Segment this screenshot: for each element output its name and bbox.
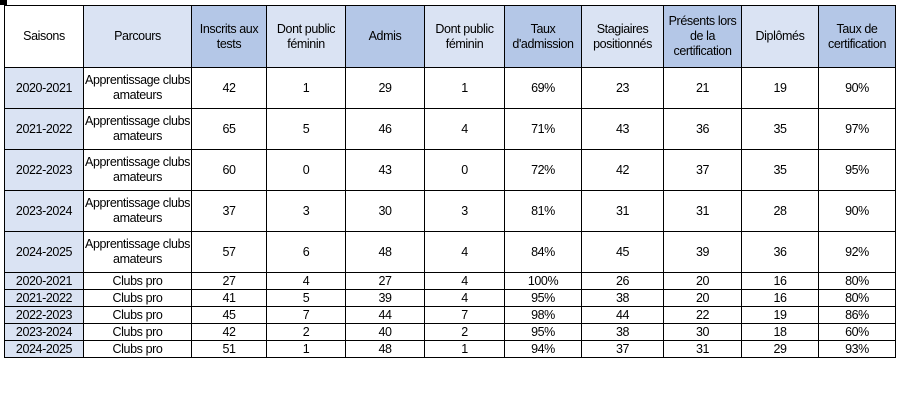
cell-diplomes: 36 <box>742 232 819 273</box>
cell-stagiaires: 23 <box>582 68 664 109</box>
col-header-inscrits-feminin: Dont public féminin <box>267 6 346 68</box>
cell-parcours: Apprentissage clubs amateurs <box>84 68 192 109</box>
cell-taux-certification: 97% <box>819 109 896 150</box>
cell-taux-certification: 93% <box>819 341 896 358</box>
header-row <box>5 6 896 68</box>
table-row <box>5 68 896 109</box>
cell-admis: 27 <box>346 273 425 290</box>
table-row <box>5 307 896 324</box>
cell-inscrits: 37 <box>192 191 267 232</box>
cell-diplomes: 35 <box>742 150 819 191</box>
cell-taux-admission: 95% <box>505 290 582 307</box>
cell-inscrits-fem: 5 <box>267 290 346 307</box>
cell-diplomes: 28 <box>742 191 819 232</box>
cell-admis: 43 <box>346 150 425 191</box>
cell-diplomes: 18 <box>742 324 819 341</box>
cell-diplomes: 19 <box>742 68 819 109</box>
cell-inscrits-fem: 1 <box>267 341 346 358</box>
table-row <box>5 109 896 150</box>
cell-inscrits: 42 <box>192 324 267 341</box>
cell-admis-fem: 3 <box>425 191 505 232</box>
cell-taux-admission: 81% <box>505 191 582 232</box>
cell-stagiaires: 43 <box>582 109 664 150</box>
cell-inscrits: 45 <box>192 307 267 324</box>
cell-inscrits-fem: 3 <box>267 191 346 232</box>
cell-stagiaires: 26 <box>582 273 664 290</box>
cell-taux-certification: 90% <box>819 191 896 232</box>
cell-saison: 2023-2024 <box>5 191 84 232</box>
cell-inscrits: 51 <box>192 341 267 358</box>
cell-stagiaires: 44 <box>582 307 664 324</box>
cell-admis-fem: 1 <box>425 341 505 358</box>
cell-presents: 22 <box>664 307 742 324</box>
cell-presents: 31 <box>664 341 742 358</box>
cell-saison: 2024-2025 <box>5 341 84 358</box>
cell-inscrits-fem: 1 <box>267 68 346 109</box>
cell-admis-fem: 4 <box>425 273 505 290</box>
cell-admis: 39 <box>346 290 425 307</box>
cell-stagiaires: 45 <box>582 232 664 273</box>
cell-admis-fem: 4 <box>425 290 505 307</box>
cell-stagiaires: 31 <box>582 191 664 232</box>
cell-taux-admission: 72% <box>505 150 582 191</box>
cell-inscrits: 65 <box>192 109 267 150</box>
cell-diplomes: 19 <box>742 307 819 324</box>
cell-inscrits-fem: 7 <box>267 307 346 324</box>
cell-saison: 2022-2023 <box>5 307 84 324</box>
col-header-inscrits: Inscrits aux tests <box>192 6 267 68</box>
cell-taux-admission: 98% <box>505 307 582 324</box>
col-header-taux-certification: Taux de certification <box>819 6 896 68</box>
cell-parcours: Apprentissage clubs amateurs <box>84 232 192 273</box>
cell-presents: 20 <box>664 273 742 290</box>
cell-taux-certification: 86% <box>819 307 896 324</box>
cell-saison: 2023-2024 <box>5 324 84 341</box>
cell-admis: 48 <box>346 341 425 358</box>
cell-taux-admission: 69% <box>505 68 582 109</box>
cell-stagiaires: 38 <box>582 290 664 307</box>
cell-diplomes: 29 <box>742 341 819 358</box>
col-header-stagiaires: Stagiaires positionnés <box>582 6 664 68</box>
cell-inscrits-fem: 2 <box>267 324 346 341</box>
cell-taux-admission: 84% <box>505 232 582 273</box>
table-row <box>5 324 896 341</box>
col-header-diplomes: Diplômés <box>742 6 819 68</box>
cell-saison: 2021-2022 <box>5 109 84 150</box>
table-row <box>5 150 896 191</box>
cell-parcours: Clubs pro <box>84 307 192 324</box>
cell-parcours: Clubs pro <box>84 341 192 358</box>
cell-admis: 29 <box>346 68 425 109</box>
cell-admis: 46 <box>346 109 425 150</box>
cell-presents: 31 <box>664 191 742 232</box>
cell-saison: 2022-2023 <box>5 150 84 191</box>
cell-taux-certification: 80% <box>819 290 896 307</box>
col-header-parcours: Parcours <box>84 6 192 68</box>
cell-stagiaires: 42 <box>582 150 664 191</box>
cell-parcours: Clubs pro <box>84 290 192 307</box>
cell-diplomes: 16 <box>742 273 819 290</box>
cell-admis: 44 <box>346 307 425 324</box>
cell-admis-fem: 1 <box>425 68 505 109</box>
cell-admis-fem: 7 <box>425 307 505 324</box>
cell-stagiaires: 37 <box>582 341 664 358</box>
cell-inscrits-fem: 4 <box>267 273 346 290</box>
cell-saison: 2020-2021 <box>5 273 84 290</box>
cell-taux-admission: 95% <box>505 324 582 341</box>
cell-presents: 36 <box>664 109 742 150</box>
cell-presents: 39 <box>664 232 742 273</box>
cell-presents: 30 <box>664 324 742 341</box>
cell-admis: 30 <box>346 191 425 232</box>
cell-taux-admission: 100% <box>505 273 582 290</box>
cell-parcours: Apprentissage clubs amateurs <box>84 150 192 191</box>
cell-inscrits: 57 <box>192 232 267 273</box>
cell-taux-certification: 95% <box>819 150 896 191</box>
cell-taux-certification: 92% <box>819 232 896 273</box>
table-row <box>5 191 896 232</box>
cell-saison: 2020-2021 <box>5 68 84 109</box>
col-header-admis-feminin: Dont public féminin <box>425 6 505 68</box>
cell-inscrits: 60 <box>192 150 267 191</box>
col-header-admis: Admis <box>346 6 425 68</box>
cell-presents: 20 <box>664 290 742 307</box>
cell-parcours: Apprentissage clubs amateurs <box>84 109 192 150</box>
cell-saison: 2021-2022 <box>5 290 84 307</box>
table-row <box>5 341 896 358</box>
cell-admis-fem: 4 <box>425 109 505 150</box>
cell-admis: 48 <box>346 232 425 273</box>
certification-stats-table <box>4 5 896 358</box>
cell-inscrits-fem: 6 <box>267 232 346 273</box>
cell-taux-certification: 60% <box>819 324 896 341</box>
cell-admis-fem: 2 <box>425 324 505 341</box>
cell-presents: 37 <box>664 150 742 191</box>
cell-taux-admission: 71% <box>505 109 582 150</box>
cell-inscrits: 41 <box>192 290 267 307</box>
table-body <box>5 68 896 358</box>
col-header-presents: Présents lors de la certification <box>664 6 742 68</box>
col-header-taux-admission: Taux d'admission <box>505 6 582 68</box>
table-row <box>5 290 896 307</box>
cell-parcours: Apprentissage clubs amateurs <box>84 191 192 232</box>
cell-taux-admission: 94% <box>505 341 582 358</box>
cell-admis: 40 <box>346 324 425 341</box>
cell-taux-certification: 90% <box>819 68 896 109</box>
cell-diplomes: 16 <box>742 290 819 307</box>
cell-stagiaires: 38 <box>582 324 664 341</box>
cell-parcours: Clubs pro <box>84 273 192 290</box>
table-row <box>5 232 896 273</box>
cell-presents: 21 <box>664 68 742 109</box>
cell-admis-fem: 0 <box>425 150 505 191</box>
cell-saison: 2024-2025 <box>5 232 84 273</box>
cell-inscrits-fem: 5 <box>267 109 346 150</box>
col-header-saisons: Saisons <box>5 6 84 68</box>
cell-inscrits-fem: 0 <box>267 150 346 191</box>
table-row <box>5 273 896 290</box>
cell-admis-fem: 4 <box>425 232 505 273</box>
cell-inscrits: 42 <box>192 68 267 109</box>
cell-diplomes: 35 <box>742 109 819 150</box>
cell-taux-certification: 80% <box>819 273 896 290</box>
cell-inscrits: 27 <box>192 273 267 290</box>
cell-parcours: Clubs pro <box>84 324 192 341</box>
